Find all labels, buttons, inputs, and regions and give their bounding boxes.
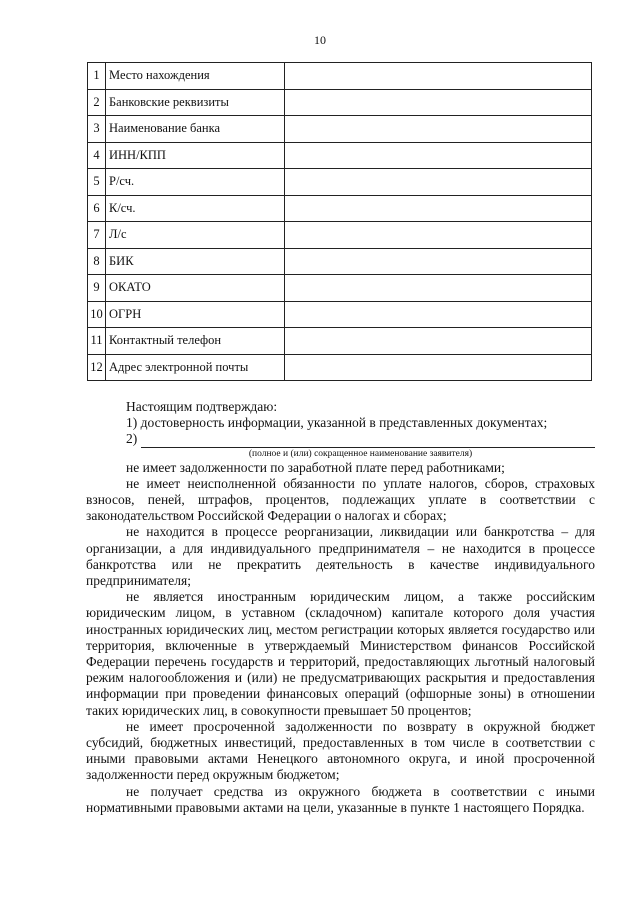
row-value xyxy=(285,63,592,90)
table-row xyxy=(88,354,592,381)
table-row xyxy=(88,248,592,275)
row-value xyxy=(285,195,592,222)
row-label: БИК xyxy=(106,248,285,275)
row-number: 2 xyxy=(88,89,106,116)
row-number: 5 xyxy=(88,169,106,196)
row-value xyxy=(285,169,592,196)
table-row xyxy=(88,222,592,249)
table-row xyxy=(88,275,592,302)
applicant-name-blank xyxy=(141,435,595,448)
row-value xyxy=(285,116,592,143)
row-value xyxy=(285,222,592,249)
row-number: 4 xyxy=(88,142,106,169)
row-number: 6 xyxy=(88,195,106,222)
row-label: ОГРН xyxy=(106,301,285,328)
row-value xyxy=(285,275,592,302)
condition-paragraph: не имеет задолженности по заработной плате перед работниками; xyxy=(126,459,505,475)
row-number: 11 xyxy=(88,328,106,355)
row-number: 9 xyxy=(88,275,106,302)
row-label: Банковские реквизиты xyxy=(106,89,285,116)
confirmation-section xyxy=(86,399,595,816)
row-label: Место нахождения xyxy=(106,63,285,90)
condition-paragraph: не находится в процессе реорганизации, ликвидации или банкротства – для организации, а для индивидуального предпринимателя – не находится в процессе банкротства или не прекратить деятельность в качестве индивидуального предпринимателя; xyxy=(86,524,595,589)
row-number: 3 xyxy=(88,116,106,143)
table-row xyxy=(88,301,592,328)
condition-paragraph: не получает средства из окружного бюджета в соответствии с иными нормативными правовыми актами на цели, указанные в пункте 1 настоящего Порядка. xyxy=(86,783,595,815)
row-value xyxy=(285,354,592,381)
row-number: 8 xyxy=(88,248,106,275)
condition-paragraph: не является иностранным юридическим лицом, а также российским юридическим лицом, в уставном (складочном) капитале которого доля участия иностранных юридических лиц, местом регистрации которых является государство или территория, включенные в утверждаемый Министерством финансов Российской Федерации перечень государств и территорий, предоставляющих льготный налоговый режим налогообложения и (или) не предусматривающих раскрытия и предоставления информации при проведении финансовых операций (офшорные зоны) в отношении таких юридических лиц, в совокупности превышает 50 процентов; xyxy=(86,589,595,718)
requisites-table xyxy=(87,62,592,381)
conditions-list xyxy=(86,460,595,816)
confirmation-intro: Настоящим подтверждаю: xyxy=(126,399,278,414)
row-value xyxy=(285,301,592,328)
row-number: 10 xyxy=(88,301,106,328)
row-value xyxy=(285,142,592,169)
table-row xyxy=(88,63,592,90)
table-row xyxy=(88,89,592,116)
confirmation-item-1: 1) достоверность информации, указанной в представленных документах; xyxy=(126,415,548,431)
table-row xyxy=(88,195,592,222)
row-number: 12 xyxy=(88,354,106,381)
condition-paragraph: не имеет неисполненной обязанности по уплате налогов, сборов, страховых взносов, пеней, штрафов, процентов, подлежащих уплате в соответствии с законодательством Российской Федерации о налогах и сборах; xyxy=(86,475,595,524)
row-value xyxy=(285,328,592,355)
page-number: 10 xyxy=(314,33,326,47)
row-label: ИНН/КПП xyxy=(106,142,285,169)
table-row xyxy=(88,169,592,196)
table-row xyxy=(88,142,592,169)
row-label: Наименование банка xyxy=(106,116,285,143)
row-label: Контактный телефон xyxy=(106,328,285,355)
row-label: Л/с xyxy=(106,222,285,249)
row-label: Адрес электронной почты xyxy=(106,354,285,381)
row-number: 7 xyxy=(88,222,106,249)
table-row xyxy=(88,116,592,143)
table-row xyxy=(88,328,592,355)
row-label: Р/сч. xyxy=(106,169,285,196)
row-number: 1 xyxy=(88,63,106,90)
condition-paragraph: не имеет просроченной задолженности по возврату в окружной бюджет субсидий, бюджетных инвестиций, предоставленных в том числе в соответствии с иными правовыми актами Ненецкого автономного округа, и иной просроченной задолженности перед окружным бюджетом; xyxy=(86,718,595,783)
row-value xyxy=(285,89,592,116)
applicant-name-line xyxy=(86,431,595,447)
row-label: К/сч. xyxy=(106,195,285,222)
row-label: ОКАТО xyxy=(106,275,285,302)
applicant-name-caption: (полное и (или) сокращенное наименование заявителя) xyxy=(248,448,473,459)
confirmation-item-2-label: 2) xyxy=(126,431,138,447)
row-value xyxy=(285,248,592,275)
